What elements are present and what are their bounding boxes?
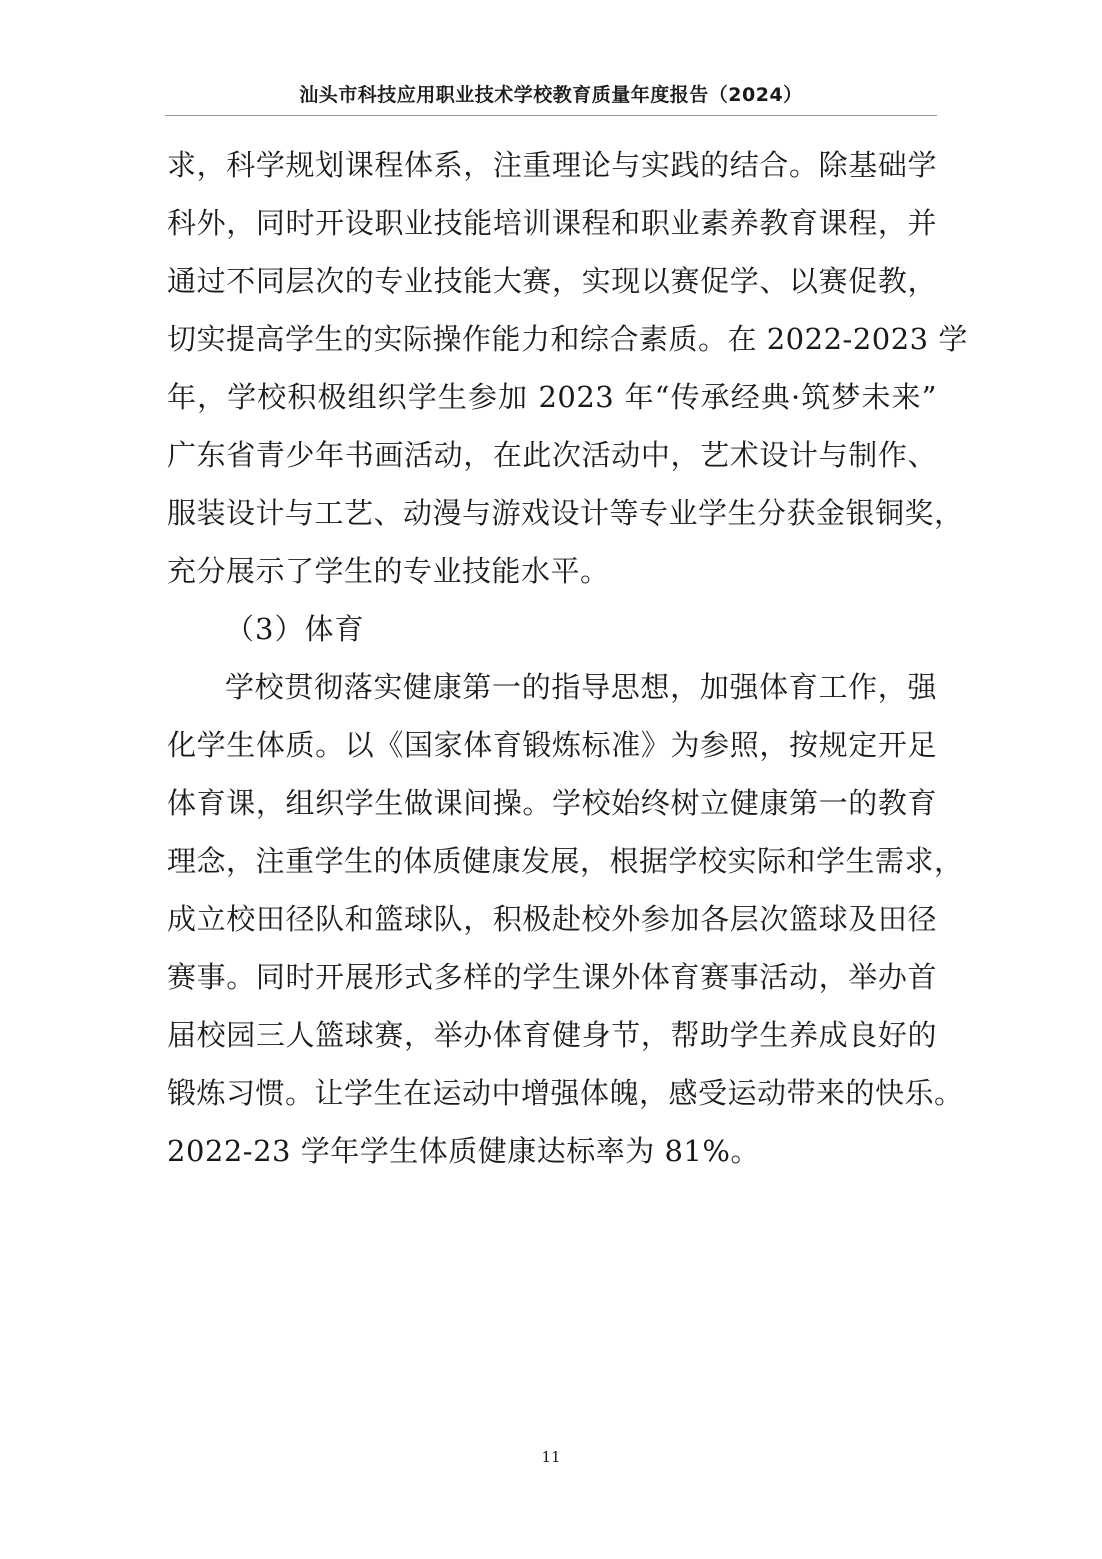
text-line: 科外，同时开设职业技能培训课程和职业素养教育课程，并 bbox=[167, 206, 937, 240]
paragraph-arts-competitions bbox=[167, 136, 968, 600]
text-line: 体育课，组织学生做课间操。学校始终树立健康第一的教育 bbox=[167, 786, 937, 820]
text-line: 充分展示了学生的专业技能水平。 bbox=[167, 554, 610, 588]
body-text bbox=[167, 136, 968, 1180]
text-line: 通过不同层次的专业技能大赛，实现以赛促学、以赛促教， bbox=[167, 264, 937, 298]
text-line: 锻炼习惯。让学生在运动中增强体魄，感受运动带来的快乐。 bbox=[167, 1076, 964, 1110]
header-divider bbox=[165, 115, 937, 116]
page-number: 11 bbox=[541, 1448, 561, 1466]
text-line: 求，科学规划课程体系，注重理论与实践的结合。除基础学 bbox=[167, 148, 937, 182]
text-line: 成立校田径队和篮球队，积极赴校外参加各层次篮球及田径 bbox=[167, 902, 937, 936]
text-line: 2022-23 学年学生体质健康达标率为 81%。 bbox=[167, 1134, 760, 1168]
text-line: 理念，注重学生的体质健康发展，根据学校实际和学生需求， bbox=[167, 844, 964, 878]
text-line: 广东省青少年书画活动，在此次活动中，艺术设计与制作、 bbox=[167, 438, 937, 472]
text-line: 赛事。同时开展形式多样的学生课外体育赛事活动，举办首 bbox=[167, 960, 937, 994]
text-line: 学校贯彻落实健康第一的指导思想，加强体育工作，强 bbox=[225, 670, 937, 704]
section-heading-sports: （3）体育 bbox=[225, 612, 365, 646]
text-line: 服装设计与工艺、动漫与游戏设计等专业学生分获金银铜奖， bbox=[167, 496, 964, 530]
paragraph-sports bbox=[167, 658, 964, 1180]
text-line: 届校园三人篮球赛，举办体育健身节，帮助学生养成良好的 bbox=[167, 1018, 937, 1052]
text-line: 年，学校积极组织学生参加 2023 年“传承经典·筑梦未来” bbox=[167, 380, 937, 414]
text-line: 切实提高学生的实际操作能力和综合素质。在 2022-2023 学 bbox=[167, 322, 968, 356]
report-header-title: 汕头市科技应用职业技术学校教育质量年度报告（2024） bbox=[299, 84, 803, 106]
text-line: 化学生体质。以《国家体育锻炼标准》为参照，按规定开足 bbox=[167, 728, 937, 762]
